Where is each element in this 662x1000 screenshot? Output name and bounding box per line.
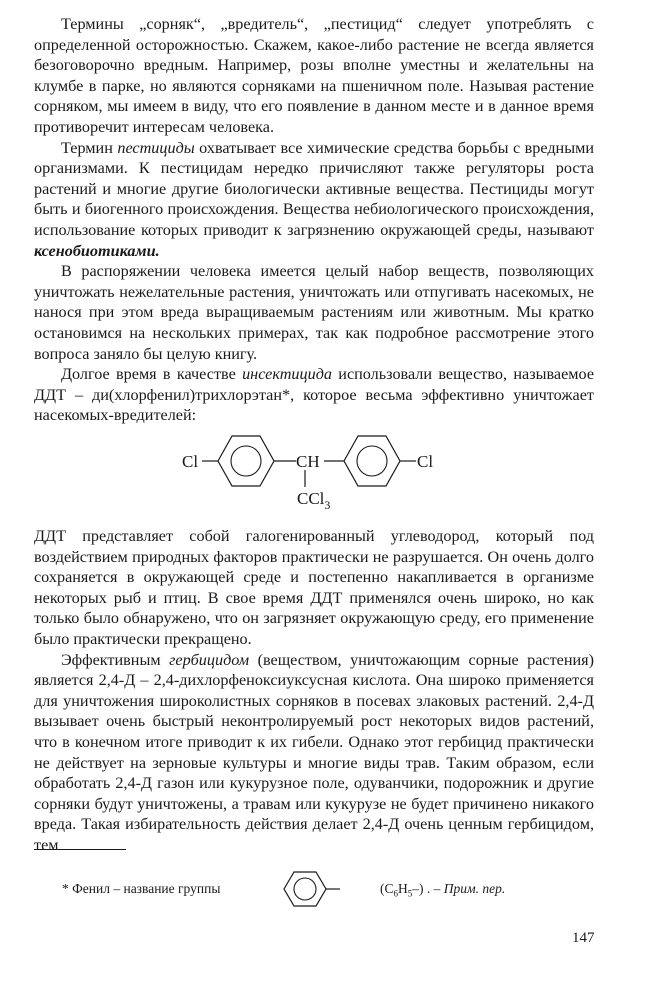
fn-sub: 6 xyxy=(393,888,398,899)
text-run: использовали вещество, называемое ДДТ – ди(хлорфенил)трихлорэтан*, которое весьма эффективно уничтожает насекомых-вредителей: xyxy=(34,365,594,425)
formula-subscript: 3 xyxy=(324,498,331,510)
fn-sub: 5 xyxy=(407,888,413,899)
term-pesticides: пестициды xyxy=(117,138,195,157)
formula-cl-right: Cl xyxy=(417,452,434,471)
formula-ccl: CCl xyxy=(297,489,325,508)
text-run: Долгое время в качестве xyxy=(61,365,243,384)
footnote-rule xyxy=(34,849,126,850)
benzene-ring-left xyxy=(218,436,274,486)
body-text-lower xyxy=(34,526,594,856)
ddt-structural-formula xyxy=(180,430,440,510)
text-run: Термин xyxy=(61,138,118,157)
footnote-formula xyxy=(380,881,505,899)
phenyl-ring-icon xyxy=(276,869,356,909)
text-run: охватывает все химические средства борьбы с вредными организмами. К пестицидам нередко причисляют также регуляторы роста растений и многие другие биологически активные вещества. Пестициды могут быть и биогенного происхождения. Вещества небиологического происхождения, использование которых приводит к загрязнению окружающей среды, называют xyxy=(34,138,595,239)
page-number: 147 xyxy=(572,930,595,946)
paragraph-ddt: ДДТ представляет собой галогенированный углеводород, который под воздействием природных факторов практически не разрушается. Он очень долго сохраняется в окружающей среде и постепенно накапливается в организме некоторых рыб и птиц. В свое время ДДТ применялся очень широко, но как только было обнаружено, что он загрязняет окружающую среду, его применение было практически прекращено. xyxy=(34,527,594,648)
benzene-ring-right xyxy=(344,436,400,486)
translator-note: Прим. пер. xyxy=(443,881,506,896)
fn-open: (C xyxy=(380,881,394,896)
paragraph-terms: Термины „сорняк“, „вредитель“, „пестицид“ следует употреблять с определенной осторожностью. Скажем, какое-либо растение не всегда является безоговорочно вредным. Например, розы вполне уместны и желательны на клумбе в парке, но являются сорняками на пшеничном поле. Называя растение сорняком, мы имеем в виду, что его появление в данном месте и в данное время противоречит интересам человека. xyxy=(34,15,594,136)
footnote-text: * Фенил – название группы xyxy=(62,881,221,896)
formula-ccl3 xyxy=(297,489,330,510)
formula-cl-left: Cl xyxy=(182,452,199,471)
fn-mid: H xyxy=(398,881,408,896)
text-run: Эффективным xyxy=(61,650,170,669)
paragraph-ddt-intro xyxy=(34,364,594,426)
paragraph-substances: В распоряжении человека имеется целый набор веществ, позволяющих уничтожать нежелательные растения, уничтожать или отпугивать насекомых, не нанося при этом вреда выращиваемым растениям или животным. Мы кратко остановимся на нескольких примерах, так как подробное рассмотрение этого вопроса заняло бы целую книгу. xyxy=(34,262,594,363)
formula-ch: CH xyxy=(296,452,320,471)
term-herbicide: гербицидом xyxy=(169,650,250,669)
body-text xyxy=(34,14,594,426)
term-xenobiotics: ксенобиотиками. xyxy=(34,241,160,260)
footnote xyxy=(62,869,582,909)
fn-close: –) . – xyxy=(412,881,444,896)
text-run: (веществом, уничтожающим сорные растения) является 2,4-Д – 2,4-дихлорфеноксиуксусная кислота. Она широко применяется для уничтожения широколистных сорняков в посевах злаковых растений. 2,4-Д вызывает очень быстрый неконтролируемый рост некоторых видов растений, что в конечном итоге приводит к их гибели. Однако этот гербицид практически не действует на зерновые культуры и многие виды трав. Таким образом, если обработать 2,4-Д газон или кукурузное поле, одуванчики, подорожник и другие сорняки будут уничтожены, а травам или кукурузе не будет причинено никакого вреда. Такая избирательность действия делает 2,4-Д очень ценным гербицидом, тем xyxy=(34,650,594,854)
term-insecticide: инсектицида xyxy=(242,365,332,384)
paragraph-pesticides xyxy=(34,138,594,262)
paragraph-herbicide xyxy=(34,650,594,856)
